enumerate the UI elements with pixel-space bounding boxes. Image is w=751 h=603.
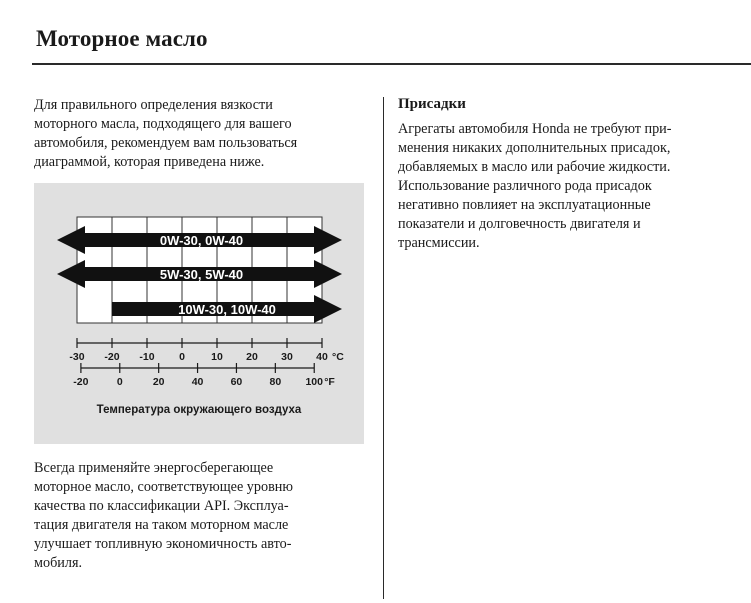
viscosity-bar-label: 0W-30, 0W-40 — [159, 233, 244, 248]
column-divider — [383, 97, 384, 599]
additives-line: менения никаких дополнительных присадок, — [398, 140, 671, 156]
viscosity-bar-label: 5W-30, 5W-40 — [159, 267, 244, 282]
fahrenheit-unit-label: °F — [324, 376, 335, 388]
additives-paragraph — [398, 120, 672, 253]
fahrenheit-tick-label: 60 — [230, 376, 243, 388]
title-rule — [32, 63, 751, 65]
intro-line: автомобиля, рекомендуем вам пользоваться — [34, 135, 298, 151]
celsius-tick-label: -10 — [139, 351, 155, 363]
fahrenheit-tick-label: 40 — [191, 376, 204, 388]
fahrenheit-tick-label: 0 — [116, 376, 123, 388]
additives-line: Агрегаты автомобиля Honda не требуют при- — [398, 121, 672, 137]
additives-line: трансмиссии. — [398, 235, 480, 251]
after-line: улучшает топливную экономичность авто- — [34, 536, 292, 552]
page-title: Моторное масло — [36, 26, 208, 51]
additives-line: добавляемых в масло или рабочие жидкости. — [398, 159, 671, 175]
intro-line: Для правильного определения вязкости — [34, 97, 273, 113]
celsius-unit-label: °C — [332, 351, 344, 363]
fahrenheit-tick-label: 100 — [305, 376, 323, 388]
additives-line: негативно повлияет на эксплуатационные — [398, 197, 651, 213]
after-line: мобиля. — [34, 555, 83, 571]
celsius-tick-label: 30 — [281, 351, 293, 363]
viscosity-chart — [34, 183, 364, 444]
additives-line: показатели и долговечность двигателя и — [398, 216, 641, 232]
viscosity-bar-label: 10W-30, 10W-40 — [178, 302, 276, 317]
celsius-tick-label: -30 — [69, 351, 85, 363]
after-line: тация двигателя на таком моторном масле — [34, 517, 289, 533]
intro-line: моторного масла, подходящего для вашего — [34, 116, 292, 132]
chart-caption: Температура окружающего воздуха — [96, 404, 302, 416]
fahrenheit-tick-label: 20 — [152, 376, 165, 388]
celsius-tick-label: 40 — [316, 351, 328, 363]
after-paragraph — [34, 459, 293, 573]
after-line: моторное масло, соответствующее уровню — [34, 479, 293, 495]
celsius-tick-label: 20 — [246, 351, 258, 363]
fahrenheit-tick-label: -20 — [73, 376, 89, 388]
celsius-tick-label: 10 — [211, 351, 223, 363]
intro-line: диаграммой, которая приведена ниже. — [34, 154, 265, 170]
after-line: качества по классификации API. Эксплуа- — [34, 498, 289, 514]
celsius-tick-label: -20 — [104, 351, 120, 363]
intro-paragraph — [34, 96, 297, 172]
after-line: Всегда применяйте энергосберегающее — [34, 460, 274, 476]
fahrenheit-tick-label: 80 — [269, 376, 282, 388]
additives-line: Использование различного рода присадок — [398, 178, 652, 194]
celsius-tick-label: 0 — [179, 351, 185, 363]
additives-heading: Присадки — [398, 96, 466, 112]
